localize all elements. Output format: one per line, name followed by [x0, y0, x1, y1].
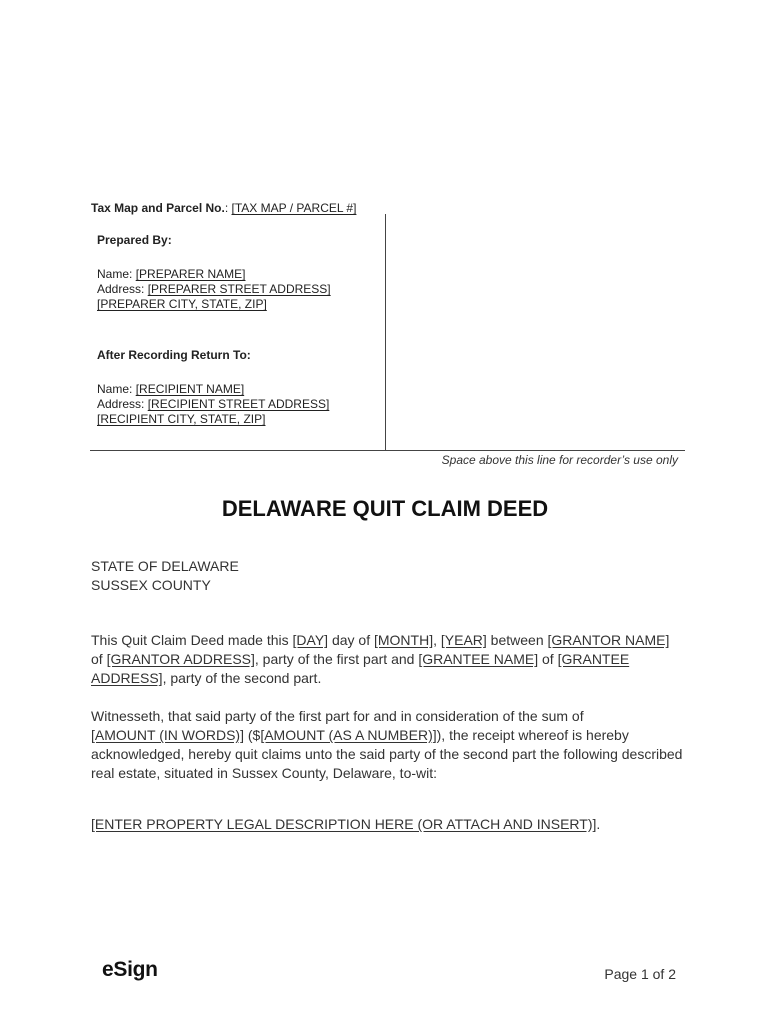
legal-description-field: [ENTER PROPERTY LEGAL DESCRIPTION HERE (OR ATTACH AND INSERT)] — [91, 816, 597, 832]
page-number: Page 1 of 2 — [604, 966, 676, 982]
state-line: STATE OF DELAWARE — [91, 558, 239, 574]
preparer-address: [PREPARER STREET ADDRESS] — [147, 282, 331, 296]
amount-words-field: [AMOUNT (IN WORDS)] — [91, 727, 244, 743]
day-field: [DAY] — [292, 632, 329, 648]
document-title: DELAWARE QUIT CLAIM DEED — [221, 496, 549, 521]
grantor-address-field: [GRANTOR ADDRESS] — [106, 651, 255, 667]
legal-description: [ENTER PROPERTY LEGAL DESCRIPTION HERE (OR ATTACH AND INSERT)]. — [91, 816, 601, 832]
grantor-name-field: [GRANTOR NAME] — [547, 632, 670, 648]
recorder-divider — [90, 450, 685, 451]
preparer-block: Name: [PREPARER NAME] Address: [PREPARER STREET ADDRESS] [PREPARER CITY, STATE, ZIP] — [97, 267, 331, 311]
amount-number-field: [AMOUNT (AS A NUMBER)] — [260, 727, 437, 743]
consideration-paragraph: Witnesseth, that said party of the first part for and in consideration of the sum of [AMOUNT (IN WORDS)] ($[AMOUNT (AS A NUMBER)]), the receipt whereof is hereby acknowledged, hereby quit claims unto the said party of the second part the following described real estate, situated in Sussex County, Delaware, to-wit: — [91, 708, 683, 781]
recipient-city: [RECIPIENT CITY, STATE, ZIP] — [97, 412, 266, 426]
year-field: [YEAR] — [440, 632, 487, 648]
month-field: [MONTH] — [373, 632, 434, 648]
preparer-city: [PREPARER CITY, STATE, ZIP] — [97, 297, 267, 311]
return-to-heading: After Recording Return To: — [97, 348, 251, 362]
preparer-name: [PREPARER NAME] — [135, 267, 246, 281]
grantee-address-field-cont: ADDRESS] — [91, 670, 163, 686]
recipient-block: Name: [RECIPIENT NAME] Address: [RECIPIENT STREET ADDRESS] [RECIPIENT CITY, STATE, ZIP] — [97, 382, 330, 426]
recipient-address: [RECIPIENT STREET ADDRESS] — [147, 397, 330, 411]
tax-parcel-value: [TAX MAP / PARCEL #] — [231, 201, 357, 215]
prepared-by-heading: Prepared By: — [97, 233, 172, 247]
esign-logo: eSign — [102, 958, 158, 981]
tax-parcel-label: Tax Map and Parcel No. — [91, 201, 225, 215]
tax-parcel-line: Tax Map and Parcel No.: [TAX MAP / PARCEL #] — [91, 201, 357, 215]
grantee-name-field: [GRANTEE NAME] — [418, 651, 539, 667]
grantee-address-field: [GRANTEE — [557, 651, 630, 667]
recipient-name: [RECIPIENT NAME] — [135, 382, 245, 396]
county-line: SUSSEX COUNTY — [91, 577, 211, 593]
deed-parties-paragraph: This Quit Claim Deed made this [DAY] day of [MONTH], [YEAR] between [GRANTOR NAME] of [GRANTOR ADDRESS], party of the first part and [GRANTEE NAME] of [GRANTEE ADDRESS], party of the second part. — [91, 632, 670, 686]
recorder-note: Space above this line for recorder’s use only — [441, 453, 678, 467]
venue-block — [91, 557, 239, 595]
